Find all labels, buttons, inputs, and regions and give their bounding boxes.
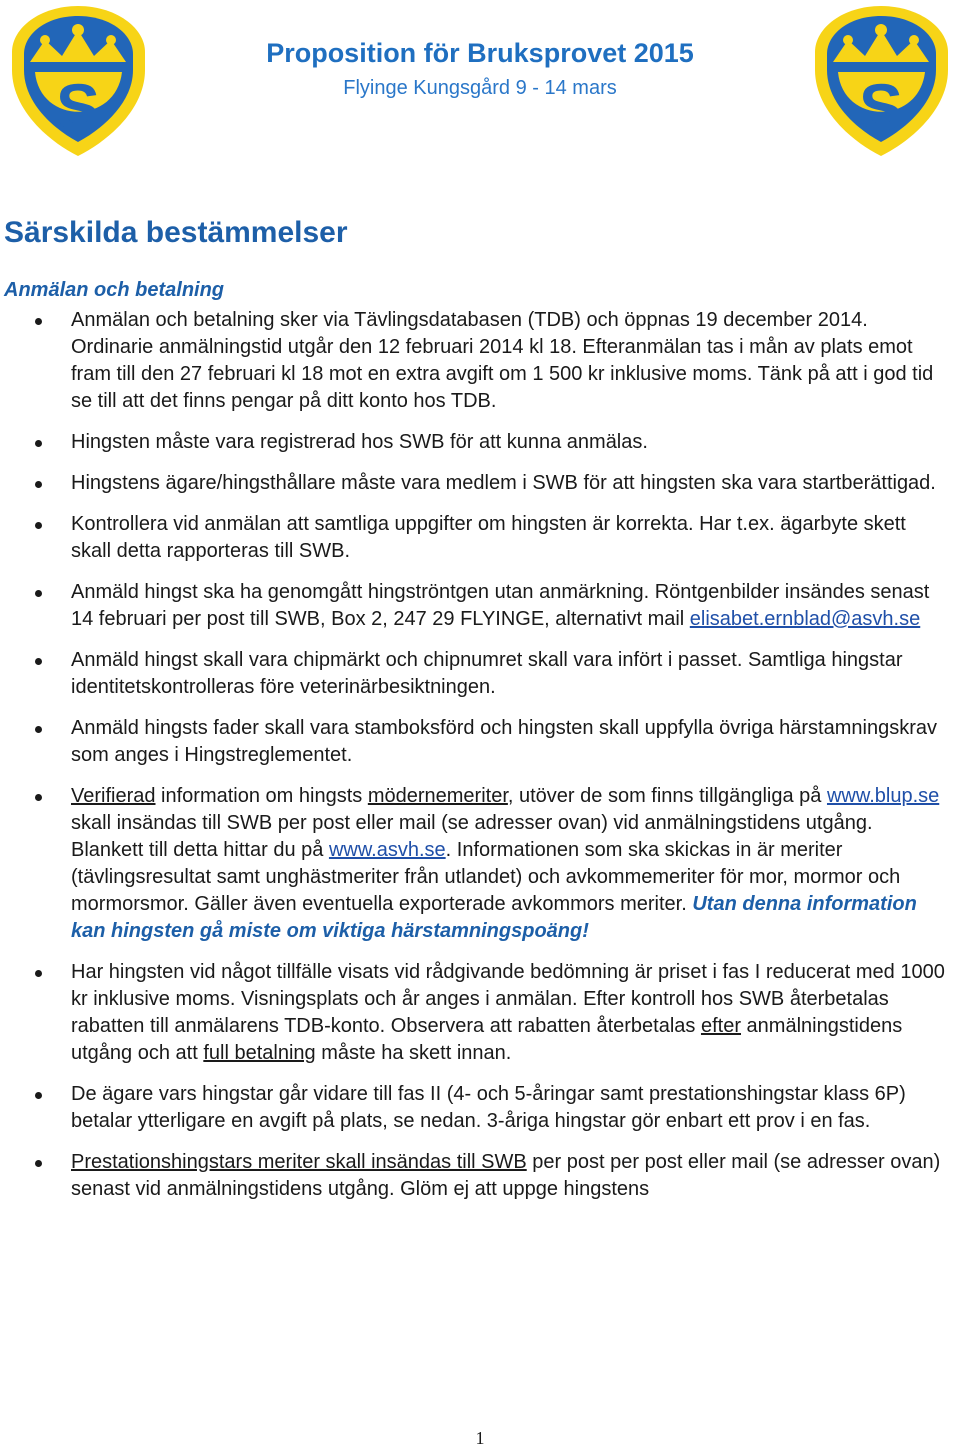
- bullet-icon: [35, 1092, 42, 1099]
- section-title: Särskilda bestämmelser: [4, 216, 348, 249]
- svg-text:S: S: [55, 70, 101, 144]
- list-item: Hingsten måste vara registrerad hos SWB för att kunna anmälas.: [0, 429, 950, 456]
- list-item: Kontrollera vid anmälan att samtliga uppgifter om hingsten är korrekta. Har t.ex. ägarbyte skett skall detta rapporteras till SWB.: [0, 511, 950, 565]
- document-title: Proposition för Bruksprovet 2015: [266, 38, 694, 68]
- list-item: De ägare vars hingstar går vidare till fas II (4- och 5-åringar samt prestationshingstar klass 6P) betalar ytterligare en avgift på plats, se nedan. 3-åriga hingstar gör enbart ett prov i en fas.: [0, 1081, 950, 1135]
- svg-text:S: S: [858, 70, 904, 144]
- list-item: Verifierad information om hingsts mödernemeriter, utöver de som finns tillgängliga på www.blup.se skall insändas till SWB per post eller mail (se adresser ovan) vid anmälningstidens utgång. Blankett till detta hittar du på www.asvh.se. Informationen som ska skickas in är meriter (tävlingsresultat samt unghästmeriter från utlandet) och avkommemeriter för mor, mormor och mormorsmor. Gäller även eventuella exporterade avkommors meriter. Utan denna information kan hingsten gå miste om viktiga härstamningspoäng!: [0, 783, 950, 945]
- rules-list: [0, 307, 950, 1217]
- list-item: Anmälan och betalning sker via Tävlingsdatabasen (TDB) och öppnas 19 december 2014. Ordinarie anmälningstid utgår den 12 februari 2014 kl 18. Efteranmälan tas i mån av plats emot fram till den 27 februari kl 18 mot en extra avgift om 1 500 kr inklusive moms. Tänk på att i god tid se till att det finns pengar på ditt konto hos TDB.: [0, 307, 950, 415]
- list-item: Anmäld hingst skall vara chipmärkt och chipnumret skall vara infört i passet. Samtliga hingstar identitetskontrolleras före veterinärbesiktningen.: [0, 647, 950, 701]
- list-item: Prestationshingstars meriter skall insändas till SWB per post per post eller mail (se adresser ovan) senast vid anmälningstidens utgång. Glöm ej att uppge hingstens: [0, 1149, 950, 1203]
- list-item: Anmäld hingsts fader skall vara stamboksförd och hingsten skall uppfylla övriga härstamningskrav som anges i Hingstreglementet.: [0, 715, 950, 769]
- bullet-icon: [35, 726, 42, 733]
- bullet-icon: [35, 440, 42, 447]
- bullet-icon: [35, 522, 42, 529]
- bullet-icon: [35, 481, 42, 488]
- bullet-icon: [35, 794, 42, 801]
- bullet-icon: [35, 1160, 42, 1167]
- sub-heading: Anmälan och betalning: [4, 279, 225, 301]
- blup-link[interactable]: www.blup.se: [826, 785, 940, 807]
- bullet-icon: [35, 970, 42, 977]
- list-item: Anmäld hingst ska ha genomgått hingströntgen utan anmärkning. Röntgenbilder insändes senast 14 februari per post till SWB, Box 2, 247 29 FLYINGE, alternativt mail elisabet.ernblad@asvh.se: [0, 579, 950, 633]
- page-number: 1: [475, 1428, 485, 1448]
- list-item: Har hingsten vid något tillfälle visats vid rådgivande bedömning är priset i fas I reducerat med 1000 kr inklusive moms. Visningsplats och år anges i anmälan. Efter kontroll hos SWB återbetalas rabatten till anmälarens TDB-konto. Observera att rabatten återbetalas efter anmälningstidens utgång och att full betalning måste ha skett innan.: [0, 959, 950, 1067]
- asvh-link[interactable]: www.asvh.se: [328, 839, 446, 861]
- bullet-icon: [35, 318, 42, 325]
- list-item: Hingstens ägare/hingsthållare måste vara medlem i SWB för att hingsten ska vara startberättigad.: [0, 470, 950, 497]
- email-link[interactable]: elisabet.ernblad@asvh.se: [689, 608, 921, 630]
- document-subtitle: Flyinge Kungsgård 9 - 14 mars: [343, 77, 617, 99]
- warning-text: Utan denna information kan hingsten gå miste om viktiga härstamningspoäng!: [71, 893, 917, 942]
- bullet-icon: [35, 590, 42, 597]
- bullet-icon: [35, 658, 42, 665]
